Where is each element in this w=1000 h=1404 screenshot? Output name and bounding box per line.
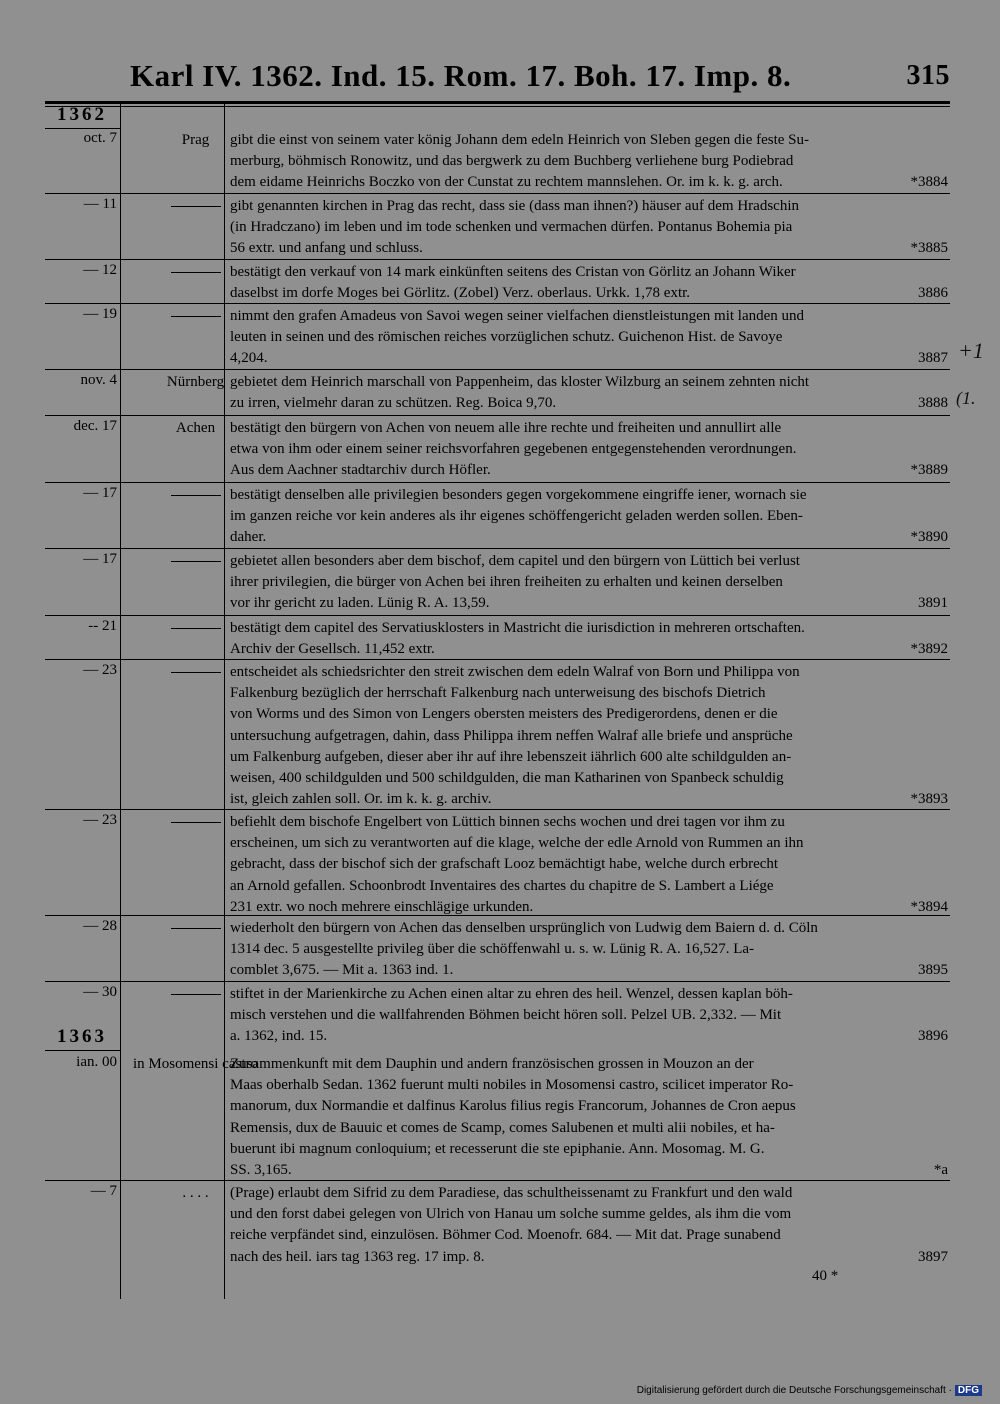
regest-number: 3888 <box>918 395 948 412</box>
entry-line <box>230 639 948 660</box>
entry-line-text: manorum, dux Normandie et dalfinus Karolus filius regis Francorum, Johannes de Cron aepus <box>230 1098 796 1115</box>
entry-place: Achen <box>175 420 216 436</box>
entry-date: nov. 4 <box>80 372 117 388</box>
entry-line <box>230 918 948 939</box>
entry-line-text: comblet 3,675. — Mit a. 1363 ind. 1. <box>230 962 454 979</box>
entry-date: ian. 00 <box>76 1054 117 1070</box>
entry-line-text: Maas oberhalb Sedan. 1362 fuerunt multi nobiles in Mosomensi castro, scilicet imperator Ro- <box>230 1077 794 1094</box>
regest-number: 3886 <box>918 285 948 302</box>
regest-number: 3887 <box>918 350 948 367</box>
entry-line <box>230 1139 948 1160</box>
page-number: 315 <box>906 60 950 91</box>
entry-line-text: bestätigt den verkauf von 14 mark einkünften seitens des Cristan von Görlitz an Johann Wiker <box>230 264 796 280</box>
entry-line-text: SS. 3,165. <box>230 1162 292 1179</box>
entry-text <box>230 812 948 918</box>
entry-line <box>230 768 948 789</box>
entry-line-text: merburg, böhmisch Ronowitz, und das bergwerk zu dem Buchberg verliehene burg Podiebrad <box>230 153 794 170</box>
entry-separator <box>45 915 950 916</box>
entry-line <box>230 348 948 369</box>
entry-line-text: von Worms und des Simon von Lengers obersten meisters des Predigerordens, denen er die <box>230 706 778 723</box>
entry-line <box>230 439 948 460</box>
entry-line <box>230 485 948 506</box>
entry-line-text: und den forst dabei gelegen von Ulrich von Hanau um solche summe geldes, als ihm die vom <box>230 1206 792 1223</box>
entry-text <box>230 918 948 982</box>
entry-line-text: ihrer privilegien, die bürger von Achen bei ihren freiheiten zu erhalten und keinen derselben <box>230 574 783 591</box>
entry-date: — 23 <box>83 812 117 828</box>
entry-line-text: gibt die einst von seinem vater könig Johann dem edeln Heinrich von Sleben gegen die feste Su- <box>230 132 810 148</box>
entry-line <box>230 593 948 614</box>
header-rule <box>45 101 950 104</box>
entry-date: — 12 <box>83 262 117 278</box>
entry-line-text: gebracht, dass der bischof sich der grafschaft Looz bemächtigt habe, welche durch erbrecht <box>230 856 779 873</box>
entry-line-text: misch verstehen und die wallfahrenden Böhmen beicht hören soll. Pelzel UB. 2,332. — Mit <box>230 1007 782 1024</box>
entry-line <box>230 683 948 704</box>
entry-separator <box>45 369 950 370</box>
ditto-dash <box>171 206 221 207</box>
entry-text <box>230 196 948 260</box>
entry-line-text: im ganzen reiche vor kein anderes als ihr eigenes schöffengericht geladen werden sollen. Eben- <box>230 508 803 525</box>
year-heading-1362: 1362 <box>57 104 107 125</box>
entry-line-text: 231 extr. wo noch mehrere einschlägige urkunden. <box>230 898 534 915</box>
ditto-dash <box>171 822 221 823</box>
signature-mark: 40 * <box>812 1268 839 1284</box>
place-column-divider <box>224 104 225 1299</box>
entry-separator <box>45 415 950 416</box>
entry-separator <box>45 809 950 810</box>
ditto-dash <box>171 495 221 496</box>
regest-number: 3891 <box>918 595 948 612</box>
entry-line-text: (Prage) erlaubt dem Sifrid zu dem Paradiese, das schultheissenamt zu Frankfurt und den wald <box>230 1185 793 1201</box>
entry-text <box>230 984 948 1048</box>
entry-date: — 19 <box>83 306 117 322</box>
entry-line-text: wiederholt den bürgern von Achen das denselben ursprünglich von Ludwig dem Baiern d. d. Cöln <box>230 920 818 936</box>
ditto-dash <box>171 628 221 629</box>
entry-line <box>230 1118 948 1139</box>
entry-line <box>230 960 948 981</box>
entry-place: Nürnberg <box>166 374 225 390</box>
year-underline <box>45 128 120 129</box>
entry-line-text: um Falkenburg aufgeben, dieser aber ihr auf ihre lebenszeit iährlich 600 alte schildgulden an- <box>230 748 792 765</box>
entry-line-text: 4,204. <box>230 350 268 367</box>
entry-line-text: leuten in seinen und des römischen reiches vorzüglichen schutz. Guichenon Hist. de Savoye <box>230 329 783 346</box>
entry-line <box>230 1005 948 1026</box>
entry-line <box>230 618 948 639</box>
footer-text: Digitalisierung gefördert durch die Deutsche Forschungsgemeinschaft · <box>636 1385 952 1396</box>
entry-separator <box>45 193 950 194</box>
entry-line-text: nach des heil. iars tag 1363 reg. 17 imp. 8. <box>230 1248 485 1265</box>
entry-line-text: bestätigt dem capitel des Servatiusklosters in Mastricht die iurisdiction in mehreren ortschaften. <box>230 620 805 636</box>
entry-line <box>230 833 948 854</box>
entry-text <box>230 618 948 660</box>
header-title: Karl IV. 1362. Ind. 15. Rom. 17. Boh. 17. Imp. 8. <box>130 58 792 93</box>
entry-line <box>230 1183 948 1204</box>
regest-number: *3893 <box>910 791 948 808</box>
entry-line <box>230 854 948 875</box>
regest-number: 3895 <box>918 962 948 979</box>
entry-separator <box>45 659 950 660</box>
entry-line-text: erscheinen, um sich zu verantworten auf die klage, welche der edle Arnold von Rummen an ihn <box>230 835 804 852</box>
entry-line <box>230 527 948 548</box>
year-underline <box>45 1050 120 1051</box>
entry-date: — 30 <box>83 984 117 1000</box>
entry-date: — 17 <box>83 485 117 501</box>
entry-line-text: nimmt den grafen Amadeus von Savoi wegen seiner vielfachen dienstleistungen mit landen und <box>230 308 805 324</box>
entry-line <box>230 939 948 960</box>
entry-date: — 28 <box>83 918 117 934</box>
entry-text <box>230 1054 948 1181</box>
entry-line <box>230 812 948 833</box>
entry-line <box>230 1075 948 1096</box>
entry-text <box>230 1183 948 1268</box>
regest-number: *3892 <box>910 641 948 658</box>
entry-line <box>230 551 948 572</box>
entry-line <box>230 1160 948 1181</box>
regest-number: *a <box>933 1162 948 1179</box>
entry-line <box>230 172 948 193</box>
running-header <box>130 58 950 98</box>
entry-line-text: Remensis, dux de Bauuic et comes de Scamp, comes Salubenen et multi alii nobiles, et ha- <box>230 1119 775 1136</box>
entry-place: in Mosomensi castro <box>133 1056 258 1072</box>
entry-date: dec. 17 <box>73 418 117 434</box>
entry-date: — 17 <box>83 551 117 567</box>
entry-line-text: etwa von ihm oder einem seiner reichsvorfahren gegebenen entgegenstehenden verordnungen. <box>230 441 797 458</box>
entry-line-text: a. 1362, ind. 15. <box>230 1028 328 1045</box>
entry-place: Prag <box>181 132 210 148</box>
entry-line <box>230 196 948 217</box>
regest-number: 3896 <box>918 1028 948 1045</box>
entry-line <box>230 283 948 304</box>
entry-line-text: ist, gleich zahlen soll. Or. im k. k. g. archiv. <box>230 791 492 808</box>
regest-number: *3885 <box>910 240 948 257</box>
entry-line-text: bestätigt den bürgern von Achen von neuem alle ihre rechte und freiheiten und annullirt alle <box>230 420 782 436</box>
ditto-dash <box>171 994 221 995</box>
entry-separator <box>45 615 950 616</box>
ditto-dash <box>171 561 221 562</box>
entry-separator <box>45 1180 950 1181</box>
entry-line <box>230 1204 948 1225</box>
entry-line-text: gebietet allen besonders aber dem bischof, dem capitel und den bürgern von Lüttich bei verlust <box>230 553 800 569</box>
entry-line-text: daselbst im dorfe Moges bei Görlitz. (Zobel) Verz. oberlaus. Urkk. 1,78 extr. <box>230 285 691 302</box>
entry-line-text: Falkenburg bezüglich der herrschaft Falkenburg nach unterweisung des bischofs Dietrich <box>230 685 766 702</box>
entry-line-text: stiftet in der Marienkirche zu Achen einen altar zu ehren des heil. Wenzel, dessen kaplan böh- <box>230 986 793 1002</box>
margin-note: (1. <box>956 388 976 408</box>
entry-date: oct. 7 <box>83 130 117 146</box>
entry-line <box>230 506 948 527</box>
ditto-dash <box>171 672 221 673</box>
entry-date: -- 21 <box>88 618 117 634</box>
ditto-dash <box>171 316 221 317</box>
entry-line <box>230 460 948 481</box>
entry-separator <box>45 482 950 483</box>
entry-text <box>230 418 948 482</box>
entry-line-text: dem eidame Heinrichs Boczko von der Cunstat zu rechtem mannslehen. Or. im k. k. g. arch. <box>230 174 783 191</box>
entry-line-text: 56 extr. und anfang und schluss. <box>230 240 423 257</box>
entry-date: — 23 <box>83 662 117 678</box>
entry-line <box>230 984 948 1005</box>
entry-line <box>230 1096 948 1117</box>
entry-text <box>230 262 948 304</box>
entry-line <box>230 372 948 393</box>
entry-line <box>230 238 948 259</box>
entry-line-text: gibt genannten kirchen in Prag das recht, dass sie (dass man ihnen?) häuser auf dem Hradschin <box>230 198 799 214</box>
entry-line <box>230 1054 948 1075</box>
footer-credit <box>637 1385 982 1396</box>
regest-number: *3894 <box>910 898 948 915</box>
entry-text <box>230 662 948 810</box>
header-rule-thin <box>45 106 950 107</box>
ditto-dash <box>171 928 221 929</box>
entry-line-text: buerunt ibi magnum conloquium; et recesserunt die ste epiphanie. Ann. Mosomag. M. G. <box>230 1140 765 1157</box>
entry-line-text: entscheidet als schiedsrichter den streit zwischen dem edeln Walraf von Born und Philippa von <box>230 664 800 680</box>
entry-line-text: Archiv der Gesellsch. 11,452 extr. <box>230 641 435 658</box>
entry-separator <box>45 303 950 304</box>
entry-line-text: 1314 dec. 5 ausgestellte privileg über die schöffenwahl u. s. w. Lünig R. A. 16,527. La- <box>230 941 755 958</box>
entry-line <box>230 1225 948 1246</box>
entry-line-text: daher. <box>230 529 267 546</box>
entry-line <box>230 130 948 151</box>
entry-line <box>230 418 948 439</box>
entry-line <box>230 704 948 725</box>
entry-line-text: (in Hradczano) im leben und im tode schenken und vermachen dürfen. Pontanus Bohemia pia <box>230 219 793 236</box>
entry-line <box>230 151 948 172</box>
entry-line <box>230 747 948 768</box>
entry-line <box>230 1247 948 1268</box>
entry-line <box>230 876 948 897</box>
entry-line-text: gebietet dem Heinrich marschall von Pappenheim, das kloster Wilzburg an seinem zehnten nicht <box>230 374 810 390</box>
entry-line <box>230 262 948 283</box>
entry-line <box>230 662 948 683</box>
entry-line <box>230 327 948 348</box>
entry-text <box>230 372 948 414</box>
entry-line-text: befiehlt dem bischofe Engelbert von Lüttich binnen sechs wochen und drei tagen vor ihm zu <box>230 814 785 830</box>
entry-line <box>230 789 948 810</box>
entry-date: — 11 <box>83 196 117 212</box>
entry-line <box>230 1026 948 1047</box>
entry-line-text: untersuchung aufgetragen, dahin, dass Philippa ihrem neffen Walraf alle briefe und ansprüche <box>230 727 793 744</box>
entry-line-text: an Arnold gefallen. Schoonbrodt Inventaires des chartes du chapitre de S. Lambert a Liége <box>230 877 774 894</box>
entry-line-text: zu irren, vielmehr daran zu schützen. Reg. Boica 9,70. <box>230 395 557 412</box>
entry-text <box>230 485 948 549</box>
entry-line-text: reiche verpfändet sind, einzulösen. Böhmer Cod. Moenofr. 684. — Mit dat. Prage sunabend <box>230 1227 781 1244</box>
entry-line <box>230 217 948 238</box>
entry-place: . . . . <box>182 1185 209 1201</box>
entry-line-text: Zusammenkunft mit dem Dauphin und andern französischen grossen in Mouzon an der <box>230 1056 754 1072</box>
entry-separator <box>45 259 950 260</box>
ditto-dash <box>171 272 221 273</box>
entry-line <box>230 306 948 327</box>
regest-number: *3890 <box>910 529 948 546</box>
entry-line-text: vor ihr gericht zu laden. Lünig R. A. 13,59. <box>230 595 490 612</box>
entry-line <box>230 393 948 414</box>
entry-line-text: weisen, 400 schildgulden und 500 schildgulden, die man Katharinen von Spanbeck schuldig <box>230 770 784 787</box>
year-heading-1363: 1363 <box>57 1026 107 1047</box>
regest-number: *3884 <box>910 174 948 191</box>
margin-note: +1 <box>958 338 984 363</box>
entry-line-text: bestätigt denselben alle privilegien besonders gegen vorgekommene eingriffe iener, wornach sie <box>230 487 807 503</box>
date-column-divider <box>120 104 121 1299</box>
dfg-logo: DFG <box>955 1385 982 1396</box>
regest-number: 3897 <box>918 1248 948 1265</box>
entry-line <box>230 572 948 593</box>
entry-line <box>230 726 948 747</box>
regest-number: *3889 <box>910 462 948 479</box>
entry-separator <box>45 548 950 549</box>
entry-date: — 7 <box>90 1183 117 1199</box>
entry-text <box>230 306 948 370</box>
entry-text <box>230 551 948 615</box>
entry-separator <box>45 981 950 982</box>
entry-line-text: Aus dem Aachner stadtarchiv durch Höfler. <box>230 462 491 479</box>
entry-text <box>230 130 948 194</box>
